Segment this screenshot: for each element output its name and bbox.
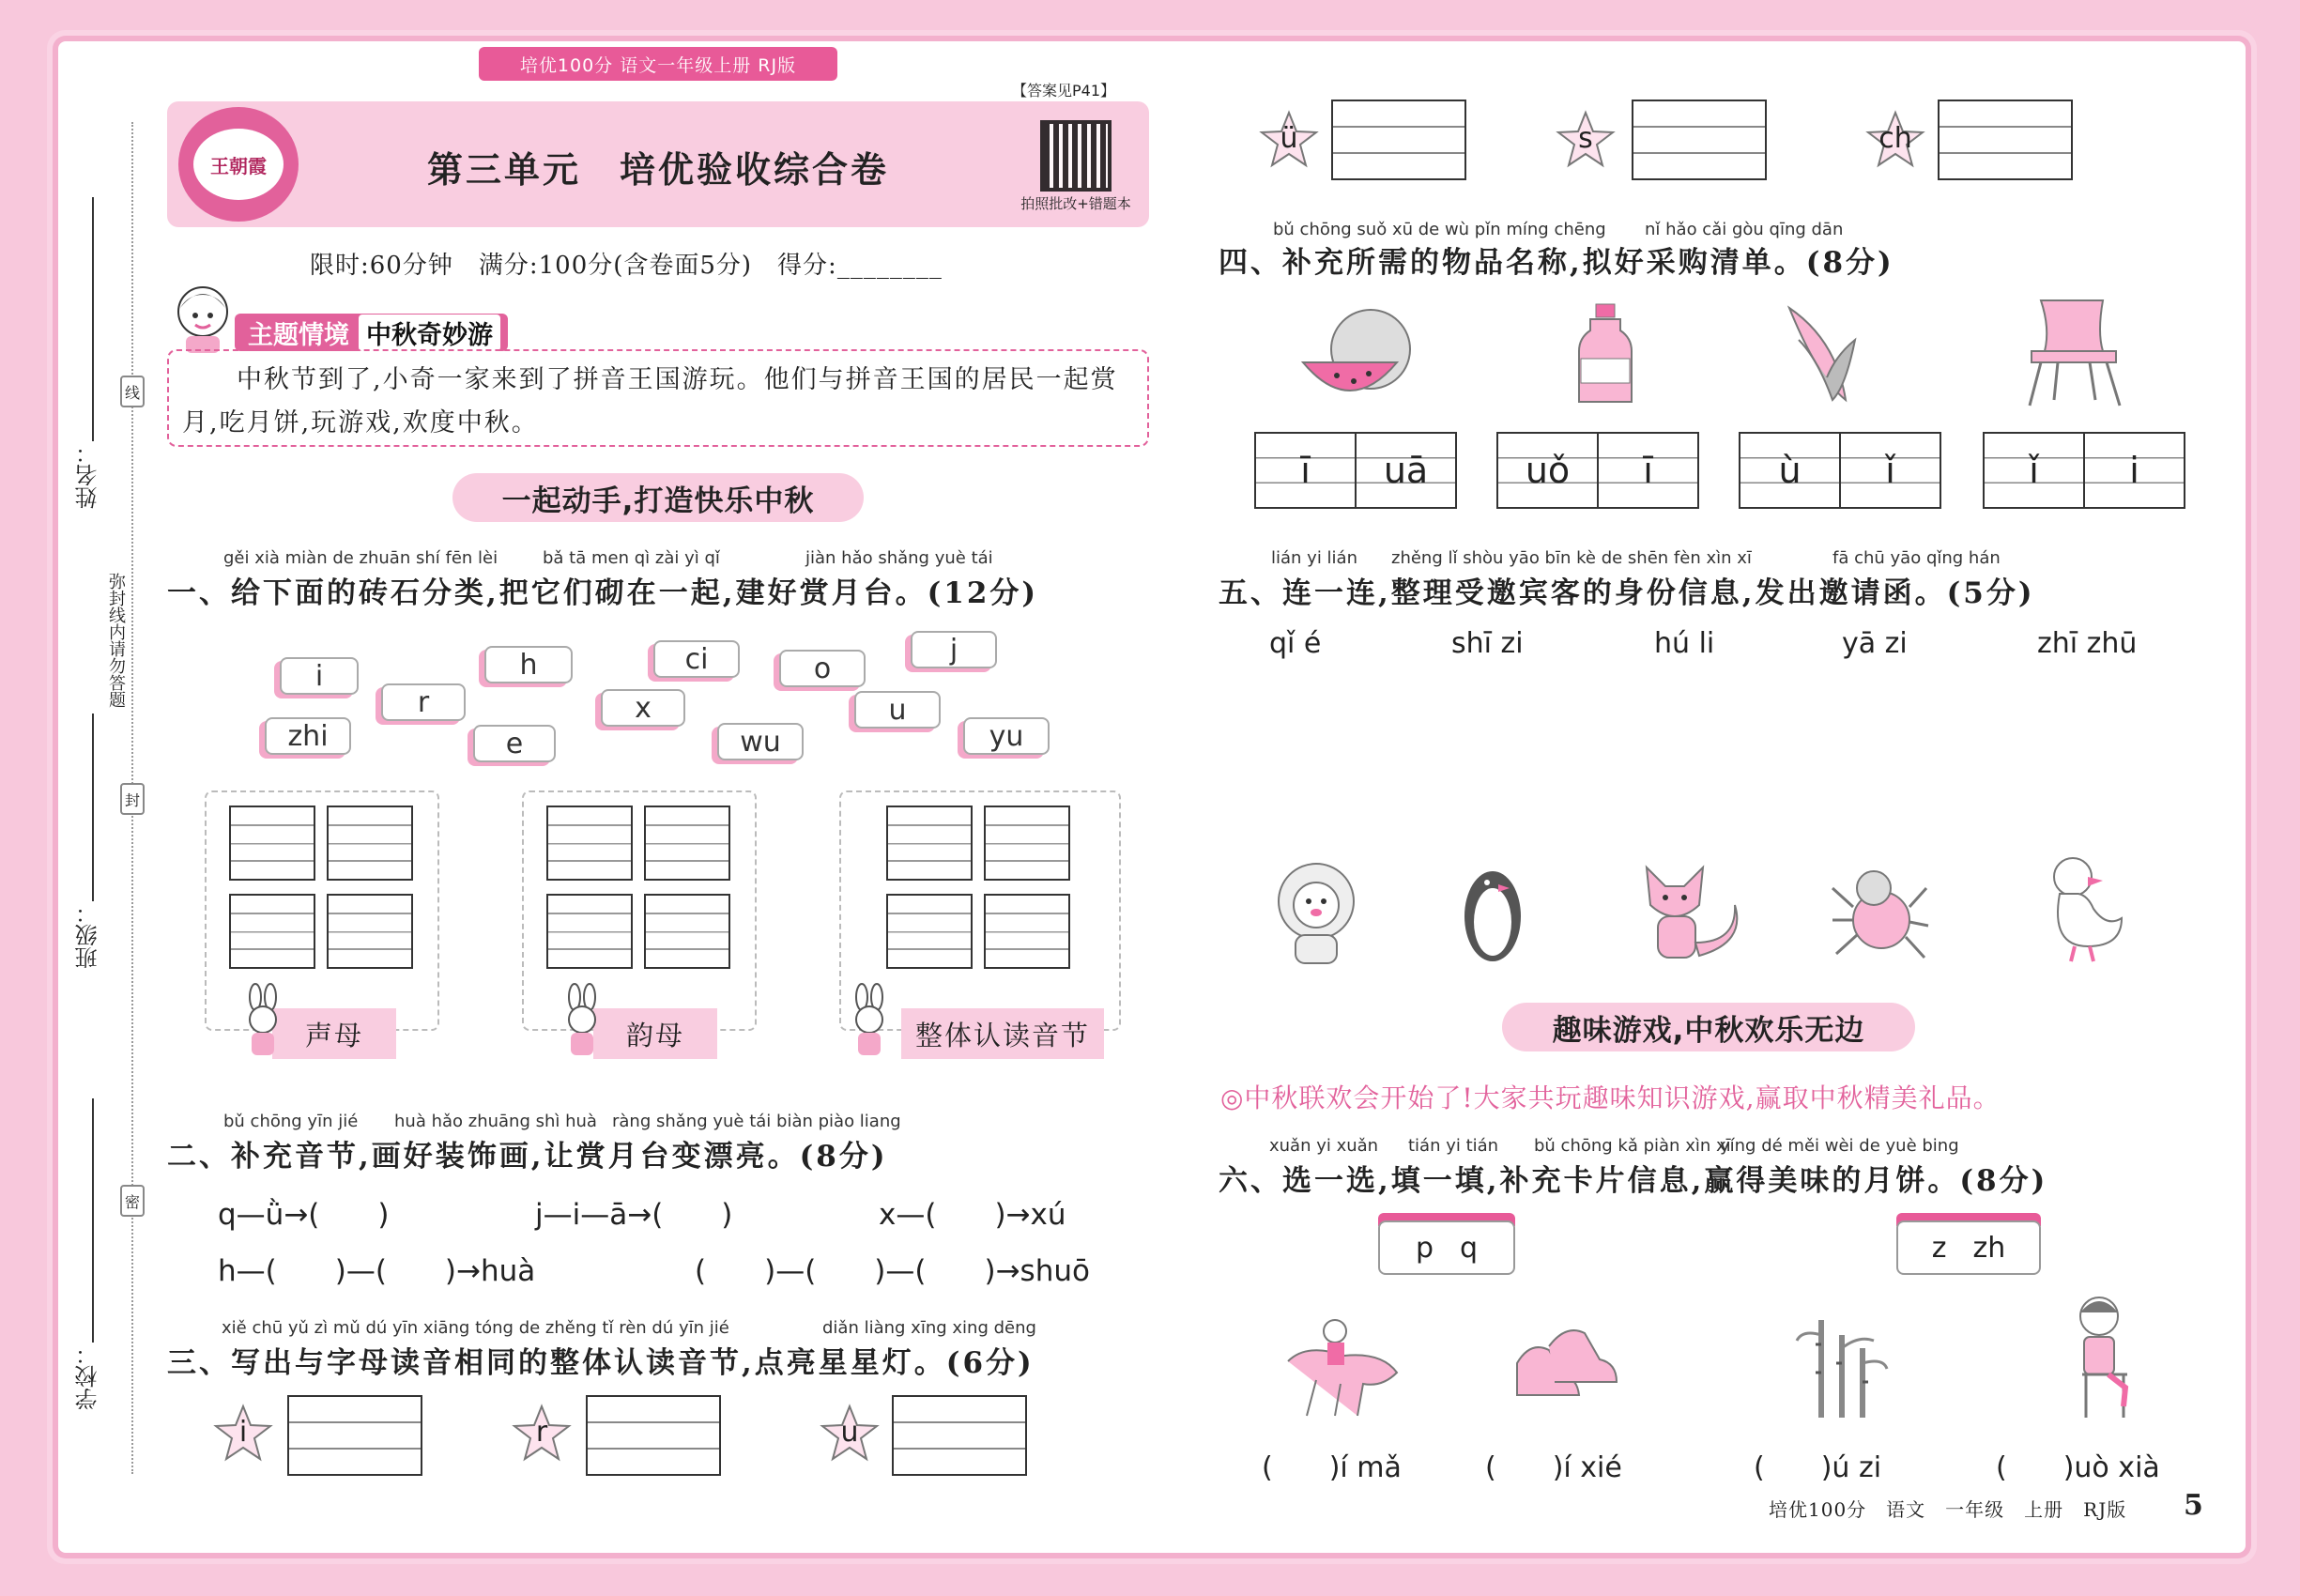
pinyin-cell[interactable]: ù <box>1740 434 1841 507</box>
answer-reference: 【答案见P41】 <box>1012 82 1116 100</box>
write-cell[interactable] <box>886 806 973 881</box>
q1-pinyin-a: gěi xià miàn de zhuān shí fēn lèi <box>223 548 498 568</box>
class-underline <box>92 714 94 901</box>
q2-line-3[interactable]: x—( )→xú <box>879 1198 1066 1232</box>
q4-text: 四、补充所需的物品名称,拟好采购清单。(8分) <box>1219 246 1894 280</box>
shoes-icon <box>1511 1322 1620 1412</box>
brick-tag[interactable]: j <box>911 631 997 668</box>
bunny-icon <box>240 984 284 1061</box>
spider-icon[interactable] <box>1831 860 1928 961</box>
bunny-icon <box>560 984 603 1061</box>
qr-caption: 拍照批改+错题本 <box>1020 195 1131 212</box>
brick-tag[interactable]: h <box>484 646 573 683</box>
fill-blank[interactable]: ( )ú zi <box>1754 1451 1882 1484</box>
star-letter: u <box>840 1416 859 1449</box>
q2-line-5[interactable]: ( )—( )—( )→shuō <box>695 1254 1090 1288</box>
pinyin-cell[interactable]: ī <box>1643 450 1653 491</box>
section-title-2: 趣味游戏,中秋欢乐无边 <box>1502 1003 1915 1051</box>
choice-card-2[interactable] <box>1896 1220 2041 1275</box>
q2-line-1[interactable]: q—ǜ→( ) <box>218 1198 390 1232</box>
star-letter: i <box>238 1416 248 1449</box>
card-option[interactable]: q <box>1460 1231 1479 1265</box>
brick-tag[interactable]: wu <box>717 723 804 760</box>
write-cell[interactable] <box>327 806 413 881</box>
group-label-whole-syllables: 整体认读音节 <box>901 1008 1104 1059</box>
q5-text: 五、连一连,整理受邀宾客的身份信息,发出邀请函。(5分) <box>1219 576 2035 610</box>
q2-pinyin-c: ràng shǎng yuè tái biàn piào liang <box>612 1112 901 1131</box>
page-number: 5 <box>2184 1489 2203 1522</box>
seal-line-mark: 线 <box>120 376 145 407</box>
brick-tag[interactable]: i <box>280 657 359 695</box>
q6-text: 六、选一选,填一填,补充卡片信息,赢得美味的月饼。(8分) <box>1219 1164 2048 1198</box>
q3-pinyin-a: xiě chū yǔ zì mǔ dú yīn xiāng tóng de zhěng tǐ rèn dú yīn jié <box>222 1318 729 1338</box>
pony-rider-icon <box>1279 1314 1406 1418</box>
duck-icon[interactable] <box>2041 852 2125 965</box>
guest-name[interactable]: qǐ é <box>1269 627 1322 660</box>
festival-notice: ◎中秋联欢会开始了!大家共玩趣味知识游戏,赢取中秋精美礼品。 <box>1220 1082 2001 1113</box>
card-option[interactable]: zh <box>1972 1231 2006 1265</box>
q6-pinyin-d: yíng dé měi wèi de yuè bing <box>1720 1136 1959 1156</box>
write-cell[interactable] <box>886 894 973 969</box>
answer-box[interactable] <box>892 1395 1027 1476</box>
q5-pinyin-a: lián yi lián <box>1271 548 1357 568</box>
q3-pinyin-b: diǎn liàng xīng xing dēng <box>822 1318 1036 1338</box>
pinyin-box[interactable] <box>1983 432 2185 509</box>
theme-tag <box>235 314 508 351</box>
write-cell[interactable] <box>984 894 1070 969</box>
write-cell[interactable] <box>644 806 730 881</box>
card-option[interactable]: p <box>1415 1231 1434 1265</box>
pinyin-box[interactable] <box>1496 432 1699 509</box>
star-letter: ü <box>1280 122 1298 155</box>
brick-tag[interactable]: yu <box>963 717 1050 755</box>
q6-pinyin-a: xuǎn yi xuǎn <box>1269 1136 1379 1156</box>
class-label: 班级： <box>75 901 101 969</box>
name-underline <box>92 197 94 441</box>
guest-name[interactable]: shī zi <box>1451 627 1524 660</box>
no-answer-notice: 弥封线内请勿答题 <box>106 573 126 708</box>
logo-text: 王朝霞 <box>193 129 284 200</box>
write-cell[interactable] <box>984 806 1070 881</box>
group-label-finals: 韵母 <box>593 1008 717 1059</box>
choice-card-1[interactable] <box>1378 1220 1515 1275</box>
brick-tag[interactable]: r <box>381 683 466 721</box>
girl-avatar-icon <box>173 280 233 355</box>
pinyin-box[interactable] <box>1254 432 1457 509</box>
q2-text: 二、补充音节,画好装饰画,让赏月台变漂亮。(8分) <box>167 1140 888 1174</box>
bunny-icon <box>847 984 890 1061</box>
fill-blank[interactable]: ( )í mǎ <box>1262 1451 1402 1484</box>
q2-line-4[interactable]: h—( )—( )→huà <box>218 1254 536 1288</box>
seal-feng-mark: 封 <box>120 783 145 815</box>
name-label: 姓名： <box>75 441 101 509</box>
pinyin-cell[interactable]: ǐ <box>1885 450 1895 491</box>
penguin-icon[interactable] <box>1457 860 1528 965</box>
answer-box[interactable] <box>1331 100 1466 180</box>
pinyin-cell[interactable]: uā <box>1383 450 1429 491</box>
page-title: 第三单元 培优验收综合卷 <box>426 149 889 191</box>
q1-pinyin-c: jiàn hǎo shǎng yuè tái <box>805 548 993 568</box>
q6-pinyin-b: tián yi tián <box>1408 1136 1499 1156</box>
q4-pinyin-a: bǔ chōng suǒ xū de wù pǐn míng chēng <box>1273 220 1606 239</box>
theme-tag-label: 主题情境 <box>248 320 349 350</box>
brick-tag[interactable]: zhi <box>265 717 351 755</box>
card-option[interactable]: z <box>1931 1231 1947 1265</box>
fill-blank[interactable]: ( )uò xià <box>1996 1451 2160 1484</box>
q4-pinyin-b: nǐ hǎo cǎi gòu qīng dān <box>1645 220 1844 239</box>
fox-icon[interactable] <box>1633 858 1746 963</box>
exam-info: 限时:60分钟 满分:100分(含卷面5分) 得分:________ <box>310 252 943 280</box>
brick-tag[interactable]: ci <box>653 640 740 678</box>
fill-blank[interactable]: ( )í xié <box>1485 1451 1622 1484</box>
guest-name[interactable]: zhī zhū <box>2037 627 2138 660</box>
write-cell[interactable] <box>229 894 315 969</box>
write-cell[interactable] <box>644 894 730 969</box>
q1-text: 一、给下面的砖石分类,把它们砌在一起,建好赏月台。(12分) <box>167 576 1039 610</box>
brick-tag[interactable]: x <box>601 689 685 727</box>
pinyin-cell[interactable]: i <box>2129 450 2139 491</box>
qr-code-icon[interactable] <box>1040 120 1112 192</box>
seal-mi-mark: 密 <box>120 1185 145 1217</box>
corn-icon <box>1780 302 1864 406</box>
book-series-strip: 培优100分 语文一年级上册 RJ版 <box>479 47 837 81</box>
brick-tag[interactable]: u <box>854 691 941 729</box>
pinyin-cell[interactable]: uǒ <box>1498 434 1599 507</box>
q5-pinyin-c: fā chū yāo qǐng hán <box>1832 548 2001 568</box>
q1-pinyin-b: bǎ tā men qì zài yì qǐ <box>543 548 720 568</box>
theme-name: 中秋奇妙游 <box>359 315 500 351</box>
answer-box[interactable] <box>287 1395 422 1476</box>
guest-name[interactable]: yā zi <box>1842 627 1908 660</box>
q2-pinyin-b: huà hǎo zhuāng shì huà <box>394 1112 597 1131</box>
write-cell[interactable] <box>546 894 633 969</box>
brick-tag[interactable]: e <box>473 725 556 762</box>
guest-name[interactable]: hú li <box>1654 627 1715 660</box>
q3-text: 三、写出与字母读音相同的整体认读音节,点亮星星灯。(6分) <box>167 1346 1035 1380</box>
star-letter: ch <box>1878 122 1912 155</box>
q5-pinyin-b: zhěng lǐ shòu yāo bīn kè de shēn fèn xìn xī <box>1391 548 1752 568</box>
school-underline <box>92 1098 94 1343</box>
write-cell[interactable] <box>327 894 413 969</box>
star-letter: r <box>535 1416 548 1449</box>
write-cell[interactable] <box>546 806 633 881</box>
lion-icon[interactable] <box>1267 860 1365 965</box>
footer-text: 培优100分 语文 一年级 上册 RJ版 <box>1769 1498 2127 1521</box>
answer-box[interactable] <box>1938 100 2073 180</box>
brick-tag[interactable]: o <box>779 650 866 687</box>
bamboo-icon <box>1793 1316 1891 1421</box>
write-cell[interactable] <box>229 806 315 881</box>
pinyin-cell[interactable]: ī <box>1256 434 1357 507</box>
pinyin-box[interactable] <box>1739 432 1941 509</box>
theme-story: 中秋节到了,小奇一家来到了拼音王国游玩。他们与拼音王国的居民一起赏月,吃月饼,玩游戏,欢度中秋。 <box>167 349 1149 447</box>
school-label: 学校： <box>75 1343 101 1410</box>
answer-box[interactable] <box>1632 100 1767 180</box>
answer-box[interactable] <box>586 1395 721 1476</box>
bottle-icon <box>1577 302 1633 407</box>
q2-pinyin-a: bǔ chōng yīn jié <box>223 1112 359 1131</box>
girl-sitting-icon <box>2065 1294 2140 1421</box>
chair-icon <box>2022 295 2125 407</box>
star-letter: s <box>1578 122 1593 155</box>
pinyin-cell[interactable]: ǐ <box>1985 434 2085 507</box>
q6-pinyin-c: bǔ chōng kǎ piàn xìn xī <box>1534 1136 1731 1156</box>
q2-line-2[interactable]: j—i—ā→( ) <box>535 1198 733 1232</box>
watermelon-icon <box>1299 306 1416 404</box>
section-title-1: 一起动手,打造快乐中秋 <box>452 473 864 522</box>
group-label-initials: 声母 <box>272 1008 396 1059</box>
